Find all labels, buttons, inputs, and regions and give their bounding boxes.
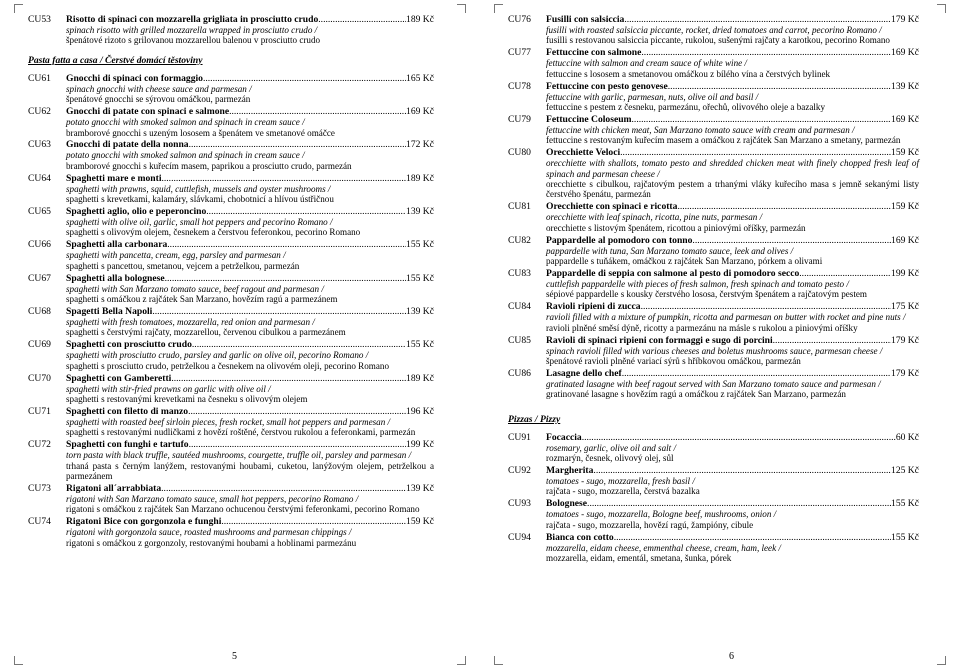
item-description-en: rosemary, garlic, olive oil and salt / (546, 442, 676, 453)
item-price: 159 Kč (891, 147, 919, 159)
dot-leader (624, 14, 891, 25)
menu-item (508, 268, 919, 300)
menu-list (28, 14, 434, 46)
menu-item (28, 73, 434, 105)
item-description-en: spinach gnocchi with cheese sauce and parmesan / (66, 83, 252, 94)
item-code: CU63 (28, 139, 51, 151)
menu-list (508, 432, 919, 564)
dot-leader (221, 516, 406, 527)
item-description-en: torn pasta with black truffle, sautéed mushrooms, courgette, truffle oil, parsley and parmesan / (66, 450, 412, 461)
dot-leader (587, 498, 891, 509)
menu-item-header (508, 114, 919, 125)
dot-leader (620, 147, 891, 158)
item-code: CU86 (508, 367, 531, 379)
item-price: 199 Kč (891, 268, 919, 279)
menu-item-header (28, 239, 434, 250)
menu-item-header (508, 335, 919, 346)
item-description-en: cuttlefish pappardelle with pieces of fresh salmon, fresh spinach and tomato pesto / (546, 279, 849, 289)
item-name: Gnocchi di patate della nonna (66, 139, 189, 151)
item-description-cz: spaghetti s pancettou, smetanou, vejcem a petrželkou, parmezán (66, 260, 300, 271)
item-price: 139 Kč (406, 206, 434, 218)
menu-item-header (508, 147, 919, 158)
menu-item (28, 339, 434, 371)
menu-item (28, 516, 434, 548)
menu-list (28, 73, 434, 548)
item-price: 155 Kč (406, 239, 434, 251)
dot-leader (192, 339, 406, 350)
dot-leader (206, 206, 406, 217)
item-description-cz: rigatoni s omáčkou z rajčátek San Marzano ochucenou čerstvými feferonkami, pecorino Romano (66, 504, 420, 515)
crop-mark (457, 4, 466, 13)
item-name: Ravioli di spinaci ripieni con formaggi e sugo di porcini (546, 334, 773, 346)
item-description-en: pappardelle with tuna, San Marzano tomato sauce, leek and olives / (546, 245, 794, 256)
item-description-cz: mozzarella, eidam, ementál, smetana, šunka, pórek (546, 553, 732, 564)
item-description-cz: spaghetti s krevetkami, kalamáry, slávkami, chobotnicí a hlívou ústřičnou (66, 194, 334, 205)
menu-item (508, 301, 919, 333)
crop-mark (937, 656, 946, 665)
dot-leader (593, 465, 891, 476)
item-name: Spaghetti con filetto di manzo (66, 405, 189, 417)
item-code: CU91 (508, 431, 531, 443)
item-description-cz: orecchiette s cibulkou, rajčatovým pestem a trhanými vláky kuřecího masa s jemně sekanými listy čerstvého špenátu, parmezán (546, 179, 919, 200)
item-price: 139 Kč (406, 306, 434, 317)
item-description-cz: fettuccine s restovaným kuřecím masem a omáčkou z rajčátek San Marzano a smetany, parmezán (546, 135, 901, 146)
item-price: 189 Kč (406, 372, 434, 384)
menu-item (28, 173, 434, 205)
menu-item (508, 47, 919, 79)
item-name: Gnocchi di spinaci con formaggio (66, 72, 203, 84)
item-code: CU77 (508, 47, 531, 59)
item-name: Fettuccine con pesto genovese (546, 80, 668, 92)
crop-mark (14, 656, 23, 665)
item-price: 172 Kč (406, 139, 434, 151)
item-name: Spaghetti aglio, olio e peperoncino (66, 206, 207, 218)
item-description-cz: spaghetti s omáčkou z rajčátek San Marzano, hovězím ragú a parmezánem (66, 294, 338, 305)
item-price: 175 Kč (891, 301, 919, 313)
item-description-cz: spaghetti s restovanými krevetkami na česneku s olivovým olejem (66, 394, 308, 405)
item-code: CU64 (28, 172, 51, 184)
item-code: CU66 (28, 239, 51, 251)
menu-item-header (508, 465, 919, 476)
item-description-en: spaghetti with pancetta, cream, egg, parsley and parmesan / (66, 250, 286, 261)
item-description-en: spaghetti with olive oil, garlic, small hot peppers and pecorino Romano / (66, 217, 333, 228)
menu-item (508, 147, 919, 200)
item-name: Focaccia (546, 431, 582, 443)
item-description-cz: spaghetti s čerstvými rajčaty, mozzarellou, červenou cibulkou a parmezánem (66, 327, 346, 338)
item-price: 139 Kč (406, 482, 434, 494)
item-name: Spagetti Bella Napoli (66, 306, 153, 317)
item-code: CU73 (28, 482, 51, 494)
dot-leader (171, 373, 406, 384)
menu-item (28, 139, 434, 171)
item-description-en: tomatoes - sugo, mozzarella, Bologne beef, mushrooms, onion / (546, 509, 777, 520)
menu-item-header (28, 483, 434, 494)
item-description-en: spaghetti with stir-fried prawns on garlic with olive oil / (66, 383, 271, 394)
menu-item (508, 235, 919, 267)
menu-item-header (508, 235, 919, 246)
item-name: Fusilli con salsiccia (546, 14, 625, 25)
menu-column (508, 14, 919, 565)
item-price: 155 Kč (406, 339, 434, 351)
dot-leader (614, 532, 891, 543)
menu-item-header (28, 516, 434, 527)
menu-item (28, 106, 434, 138)
item-description-cz: špenátové gnocchi se sýrovou omáčkou, parmezán (66, 94, 251, 105)
menu-item-header (28, 139, 434, 150)
dot-leader (318, 14, 406, 25)
item-price: 199 Kč (406, 439, 434, 451)
item-price: 60 Kč (895, 431, 919, 443)
crop-mark (14, 4, 23, 13)
menu-item-header (508, 301, 919, 312)
item-description-cz: fusilli s restovanou salsiccia piccante, rukolou, sušenými rajčaty a karotkou, pecorino Romano (546, 35, 890, 46)
menu-item (28, 439, 434, 481)
item-price: 139 Kč (891, 80, 919, 92)
item-name: Bianca con cotto (546, 531, 614, 543)
menu-item-header (28, 173, 434, 184)
dot-leader (632, 114, 891, 125)
menu-item (28, 239, 434, 271)
item-code: CU71 (28, 405, 51, 417)
menu-item (508, 368, 919, 400)
item-description-cz: rigatoni s omáčkou z gorgonzoly, restovanými houbami a hoblinami parmezánu (66, 537, 357, 548)
menu-item-header (28, 406, 434, 417)
menu-item-header (508, 81, 919, 92)
menu-item (28, 406, 434, 438)
item-name: Bolognese (546, 498, 588, 510)
menu-item (28, 483, 434, 515)
item-name: Fettuccine con salmone (546, 47, 642, 59)
item-code: CU53 (28, 14, 51, 25)
item-code: CU81 (508, 201, 531, 213)
item-code: CU68 (28, 306, 51, 317)
dot-leader (189, 139, 406, 150)
item-name: Rigatoni Bice con gorgonzola e funghi (66, 516, 222, 528)
item-price: 159 Kč (406, 516, 434, 528)
item-description-cz: špenátové rizoto s grilovanou mozzarellou balenou v prosciutto crudo (66, 35, 321, 46)
item-code: CU65 (28, 206, 51, 218)
item-code: CU69 (28, 339, 51, 351)
menu-item-header (508, 498, 919, 509)
section-title: Pizzas / Pizzy (508, 413, 561, 425)
menu-item (508, 532, 919, 564)
menu-item-header (508, 201, 919, 212)
item-code: CU80 (508, 147, 531, 159)
item-description-en: gratinated lasagne with beef ragout served with San Marzano tomato sauce and parmesan / (546, 378, 881, 389)
item-price: 189 Kč (406, 172, 434, 184)
item-price: 155 Kč (891, 531, 919, 543)
page-number: 6 (729, 651, 734, 662)
item-description-cz: bramborové gnocchi s uzeným lososem a špenátem ve smetanové omáčce (66, 127, 335, 138)
item-description-cz: spaghetti s olivovým olejem, česnekem a čerstvou feferonkou, pecorino Romano (66, 227, 361, 238)
item-description-en: fettuccine with chicken meat, San Marzano tomato sauce with cream and parmesan / (546, 124, 855, 135)
item-description-en: tomatoes - sugo, mozzarella, fresh basil / (546, 476, 695, 487)
item-description-en: rigatoni with gorgonzola sauce, roasted mushrooms and parmesan chippings / (66, 527, 352, 538)
page-number: 5 (232, 651, 237, 662)
item-name: Pappardelle al pomodoro con tonno (546, 234, 693, 246)
menu-item-header (28, 206, 434, 217)
item-description-cz: bramborové gnocchi s kuřecím masem, paprikou a prosciutto crudo, parmezán (66, 160, 352, 171)
menu-item (28, 273, 434, 305)
item-name: Spaghetti mare e monti (66, 172, 162, 184)
menu-item-header (28, 14, 434, 25)
item-description-cz: spaghetti s restovanými nudličkami z hovězí roštěné, čerstvou rukolou a feferonkami, parmezán (66, 427, 416, 438)
item-name: Margherita (546, 465, 594, 477)
crop-mark (937, 4, 946, 13)
item-code: CU61 (28, 72, 51, 84)
item-price: 125 Kč (891, 465, 919, 477)
dot-leader (165, 273, 406, 284)
item-description-en: mozzarella, eidam cheese, emmenthal cheese, cream, ham, leek / (546, 542, 781, 553)
item-code: CU74 (28, 516, 51, 528)
menu-item (508, 335, 919, 367)
item-description-cz: orecchiette s listovým špenátem, ricottou a piniovými oříšky, parmezán (546, 222, 806, 233)
item-name: Ravioli ripieni di zucca (546, 301, 641, 313)
item-name: Lasagne dello chef (546, 367, 622, 379)
menu-column (28, 14, 434, 550)
item-description-en: spaghetti with San Marzano tomato sauce, beef ragout and parmesan / (66, 283, 324, 294)
dot-leader (773, 335, 891, 346)
item-description-en: fusilli with roasted salsiccia piccante, rocket, dried tomatoes and carrot, pecorino Romano / (546, 25, 882, 35)
item-price: 159 Kč (891, 201, 919, 213)
item-code: CU85 (508, 334, 531, 346)
dot-leader (641, 47, 891, 58)
item-code: CU72 (28, 439, 51, 451)
item-code: CU70 (28, 372, 51, 384)
item-description-en: potato gnocchi with smoked salmon and spinach in cream sauce / (66, 117, 305, 128)
item-name: Fettuccine Coloseum (546, 113, 632, 125)
item-description-en: spaghetti with prosciutto crudo, parsley and garlic on olive oil, pecorino Romano / (66, 350, 369, 361)
dot-leader (152, 306, 406, 317)
item-code: CU83 (508, 268, 531, 279)
dot-leader (641, 301, 891, 312)
item-description-en: spaghetti with fresh tomatoes, mozzarella, red onion and parmesan / (66, 317, 315, 327)
item-price: 169 Kč (891, 234, 919, 246)
item-code: CU79 (508, 113, 531, 125)
menu-item-header (508, 268, 919, 279)
dot-leader (582, 432, 896, 443)
item-code: CU84 (508, 301, 531, 313)
dot-leader (188, 406, 406, 417)
item-description-cz: rajčata - sugo, mozzarella, hovězí ragú, žampióny, cibule (546, 519, 754, 530)
item-description-en: spinach risotto with grilled mozzarella wrapped in prosciutto crudo / (66, 25, 318, 35)
dot-leader (161, 483, 406, 494)
dot-leader (668, 81, 891, 92)
menu-item-header (28, 339, 434, 350)
menu-list (508, 14, 919, 400)
item-description-cz: trhaná pasta s černým lanýžem, restovanými houbami, cuketou, lanýžovým olejem, petrželkou a parmezánem (66, 460, 434, 482)
item-description-en: fettuccine with salmon and cream sauce of white wine / (546, 58, 747, 69)
menu-item-header (28, 439, 434, 450)
menu-item (28, 206, 434, 238)
menu-item (508, 201, 919, 233)
item-description-en: potato gnocchi with smoked salmon and spinach in cream sauce / (66, 150, 305, 161)
item-price: 179 Kč (891, 14, 919, 25)
item-code: CU67 (28, 272, 51, 284)
item-code: CU82 (508, 234, 531, 246)
item-description-cz: ravioli plněné směsí dýně, ricotty a parmezánu na másle s rukolou a piniovými oříšky (546, 322, 858, 333)
item-name: Spaghetti con funghi e tartufo (66, 439, 189, 451)
menu-item-header (508, 432, 919, 443)
item-description-en: ravioli filled with a mixture of pumpkin, ricotta and parmesan on butter with rocket and pine nuts / (546, 312, 906, 323)
menu-item-header (28, 106, 434, 117)
dot-leader (799, 268, 891, 279)
menu-item-header (508, 368, 919, 379)
item-description-en: spaghetti with prawns, squid, cuttlefish, mussels and oyster mushrooms / (66, 183, 331, 194)
item-description-en: orecchiette with leaf spinach, ricotta, pine nuts, parmesan / (546, 212, 763, 223)
item-price: 179 Kč (891, 367, 919, 379)
menu-item (508, 432, 919, 464)
item-name: Orecchiette con spinaci e ricotta (546, 201, 678, 213)
item-code: CU92 (508, 465, 531, 477)
item-price: 169 Kč (891, 47, 919, 59)
item-price: 179 Kč (891, 334, 919, 346)
item-name: Spaghetti alla bolognese (66, 272, 165, 284)
dot-leader (189, 439, 406, 450)
dot-leader (622, 368, 891, 379)
menu-item (508, 114, 919, 146)
menu-item (508, 14, 919, 46)
item-description-cz: spaghetti s prosciutto crudo, petrželkou a česnekem na olivovém oleji, pecorino Romano (66, 360, 389, 371)
item-name: Risotto di spinaci con mozzarella grigliata in prosciutto crudo (66, 14, 319, 25)
dot-leader (677, 201, 891, 212)
crop-mark (494, 4, 503, 13)
item-name: Spaghetti con prosciutto crudo (66, 339, 192, 351)
item-code: CU94 (508, 531, 531, 543)
section-title: Pasta fatta a casa / Čerstvé domácí těstoviny (28, 54, 203, 66)
dot-leader (203, 73, 406, 84)
crop-mark (457, 656, 466, 665)
dot-leader (692, 235, 891, 246)
item-price: 169 Kč (891, 113, 919, 125)
item-description-cz: sépiové pappardelle s kousky čerstvého lososa, čerstvým špenátem a rajčatovým pestem (546, 289, 867, 300)
item-name: Orecchiette Veloci (546, 147, 621, 159)
item-name: Rigatoni all´arrabbiata (66, 482, 162, 494)
item-description-cz: špenátové ravioli plněné variací sýrů s hříbkovou omáčkou, parmezán (546, 356, 801, 367)
item-description-cz: fettuccine s lososem a smetanovou omáčkou z bílého vína a čerstvých bylinek (546, 68, 831, 79)
dot-leader (167, 239, 406, 250)
menu-item-header (28, 306, 434, 317)
item-name: Pappardelle di seppia con salmone al pesto di pomodoro secco (546, 268, 800, 279)
menu-item (28, 306, 434, 338)
menu-item-header (508, 14, 919, 25)
item-code: CU93 (508, 498, 531, 510)
menu-item (508, 498, 919, 530)
item-code: CU76 (508, 14, 531, 25)
item-price: 169 Kč (406, 106, 434, 118)
item-code: CU78 (508, 80, 531, 92)
item-price: 165 Kč (406, 72, 434, 84)
item-description-en: spinach ravioli filled with various cheeses and boletus mushrooms sauce, parmesan cheese / (546, 345, 883, 356)
item-price: 196 Kč (406, 405, 434, 417)
item-description-cz: fettuccine s pestem z česneku, parmezánu, ořechů, olivového oleje a bazalky (546, 102, 826, 113)
item-name: Gnocchi di patate con spinaci e salmone (66, 106, 230, 118)
item-price: 155 Kč (891, 498, 919, 510)
menu-item-header (28, 273, 434, 284)
item-description-cz: rozmarýn, česnek, olivový olej, sůl (546, 453, 674, 464)
item-price: 155 Kč (406, 272, 434, 284)
menu-item-header (28, 73, 434, 84)
item-description-cz: gratinované lasagne s hovězím ragú a omáčkou z rajčátek San Marzano, parmezán (546, 389, 846, 400)
menu-item-header (508, 532, 919, 543)
menu-item-header (508, 47, 919, 58)
item-description-cz: rajčata - sugo, mozzarella, čerstvá bazalka (546, 486, 700, 497)
dot-leader (229, 106, 406, 117)
item-description-cz: pappardelle s tuňákem, omáčkou z rajčátek San Marzano, pórkem a olivami (546, 256, 823, 267)
item-description-en: rigatoni with San Marzano tomato sauce, small hot peppers, pecorino Romano / (66, 493, 359, 504)
dot-leader (161, 173, 406, 184)
menu-item (508, 465, 919, 497)
item-code: CU62 (28, 106, 51, 118)
item-price: 189 Kč (406, 14, 434, 25)
item-description-en: orecchiette with shallots, tomato pesto and shredded chicken meat with finely chopped fresh leaf of spinach and parmesan cheese / (546, 158, 919, 179)
item-name: Spaghetti con Gamberetti (66, 372, 172, 384)
menu-item (28, 373, 434, 405)
menu-item-header (28, 373, 434, 384)
item-description-en: spaghetti with roasted beef sirloin pieces, fresh rocket, small hot peppers and parmesan / (66, 416, 391, 427)
menu-page-right (480, 0, 960, 669)
item-name: Spaghetti alla carbonara (66, 239, 168, 251)
item-description-en: fettuccine with garlic, parmesan, nuts, olive oil and basil / (546, 91, 759, 102)
menu-item (28, 14, 434, 46)
menu-item (508, 81, 919, 113)
crop-mark (494, 656, 503, 665)
